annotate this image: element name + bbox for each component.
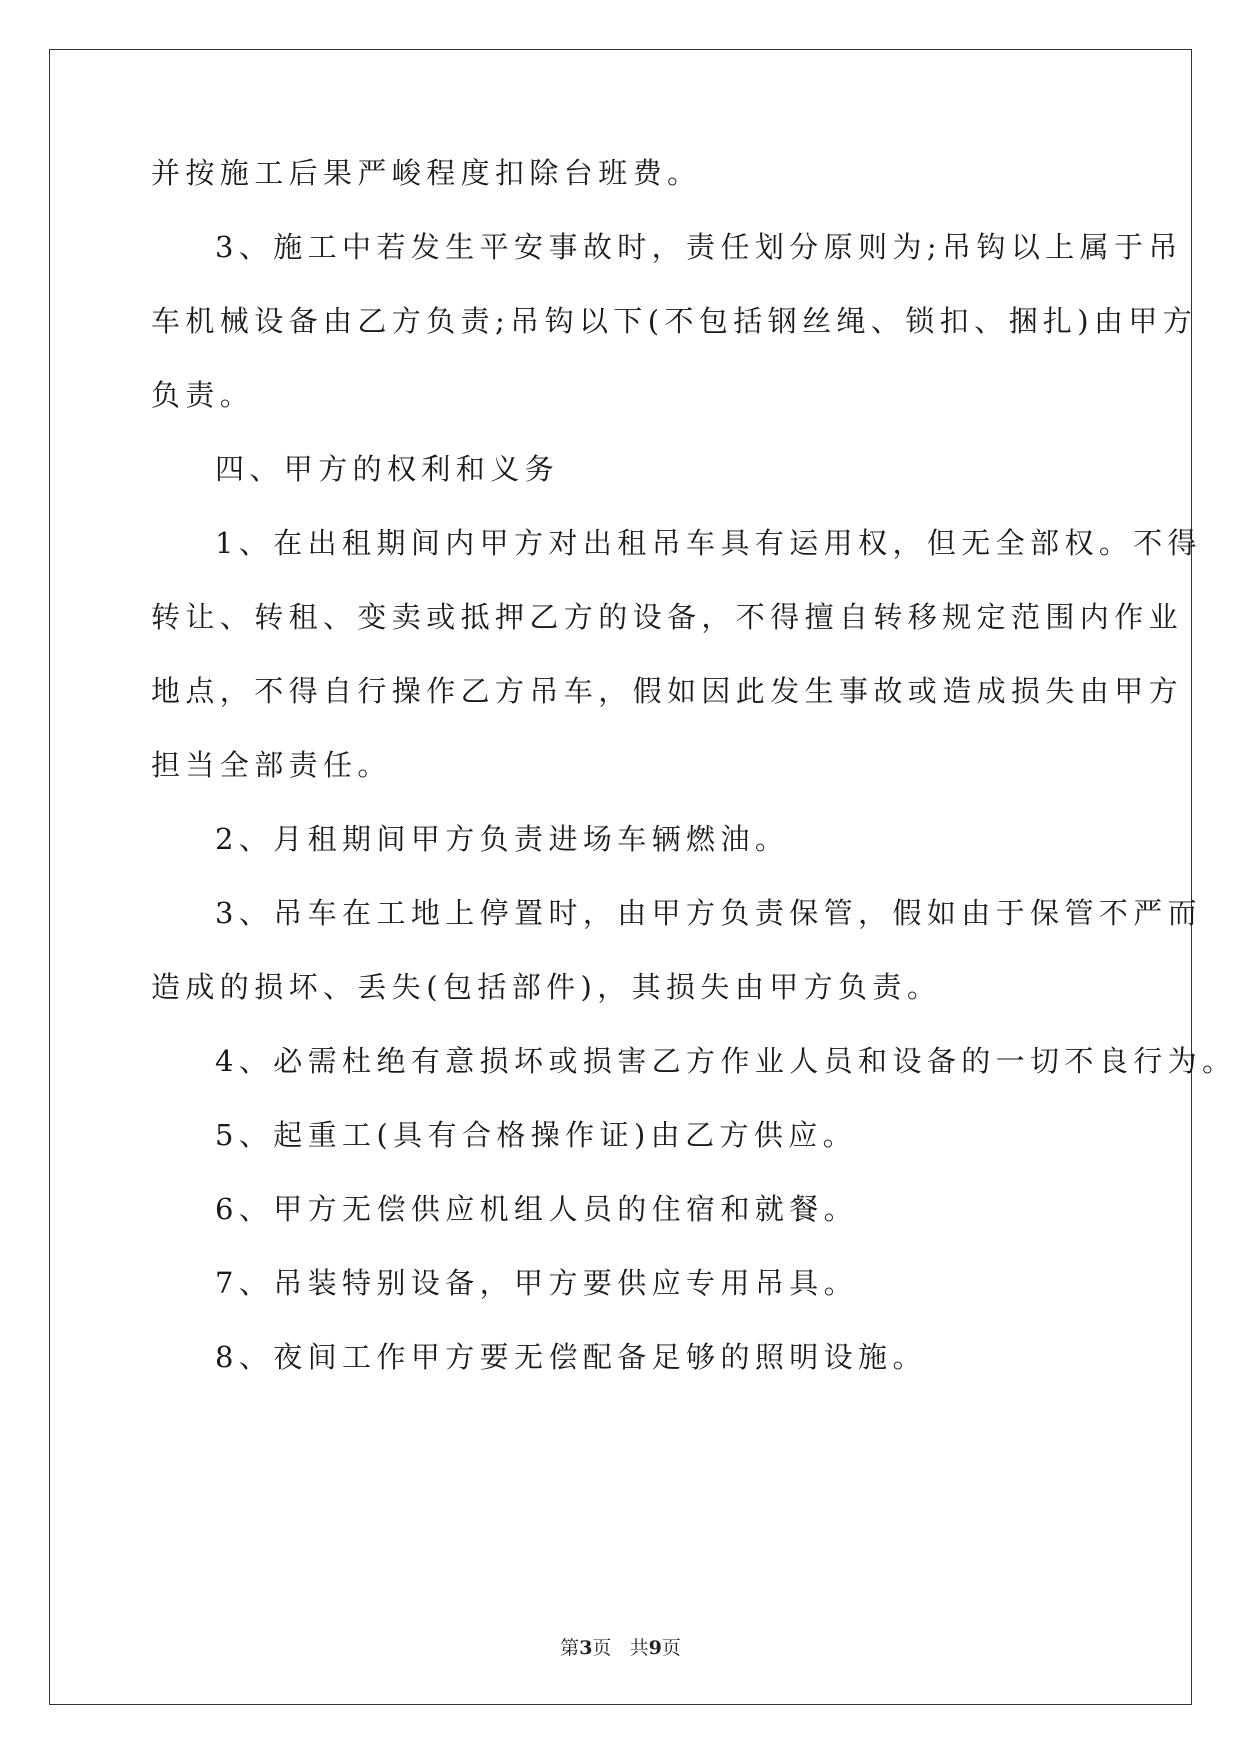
page-footer [0, 1636, 1241, 1660]
section-heading: 四、甲方的权利和义务 [215, 452, 560, 486]
page-suffix: 页 [592, 1637, 612, 1659]
paragraph-line: 3、施工中若发生平安事故时，责任划分原则为;吊钩以上属于吊 [215, 230, 1183, 264]
total-prefix: 共 [629, 1637, 649, 1659]
paragraph-line: 4、必需杜绝有意损坏或损害乙方作业人员和设备的一切不良行为。 [215, 1044, 1237, 1078]
page-current: 3 [579, 1637, 593, 1659]
paragraph-line: 担当全部责任。 [151, 748, 392, 782]
paragraph-line: 7、吊装特别设备，甲方要供应专用吊具。 [215, 1266, 859, 1300]
paragraph-line: 6、甲方无偿供应机组人员的住宿和就餐。 [215, 1192, 859, 1226]
paragraph-line: 并按施工后果严峻程度扣除台班费。 [151, 156, 702, 190]
page-total: 9 [648, 1637, 662, 1659]
paragraph-line: 1、在出租期间内甲方对出租吊车具有运用权，但无全部权。不得 [215, 526, 1203, 560]
paragraph-line: 3、吊车在工地上停置时，由甲方负责保管，假如由于保管不严而 [215, 896, 1203, 930]
total-suffix: 页 [661, 1637, 681, 1659]
page-border [49, 49, 1192, 1705]
paragraph-line: 2、月租期间甲方负责进场车辆燃油。 [215, 822, 790, 856]
paragraph-line: 地点，不得自行操作乙方吊车，假如因此发生事故或造成损失由甲方 [151, 674, 1184, 708]
paragraph-line: 造成的损坏、丢失(包括部件)，其损失由甲方负责。 [151, 970, 942, 1004]
paragraph-line: 车机械设备由乙方负责;吊钩以下(不包括钢丝绳、锁扣、捆扎)由甲方 [151, 304, 1198, 338]
paragraph-line: 转让、转租、变卖或抵押乙方的设备，不得擅自转移规定范围内作业 [151, 600, 1184, 634]
page-prefix: 第 [560, 1637, 580, 1659]
paragraph-line: 8、夜间工作甲方要无偿配备足够的照明设施。 [215, 1340, 927, 1374]
paragraph-line: 5、起重工(具有合格操作证)由乙方供应。 [215, 1118, 858, 1152]
paragraph-line: 负责。 [151, 378, 255, 412]
